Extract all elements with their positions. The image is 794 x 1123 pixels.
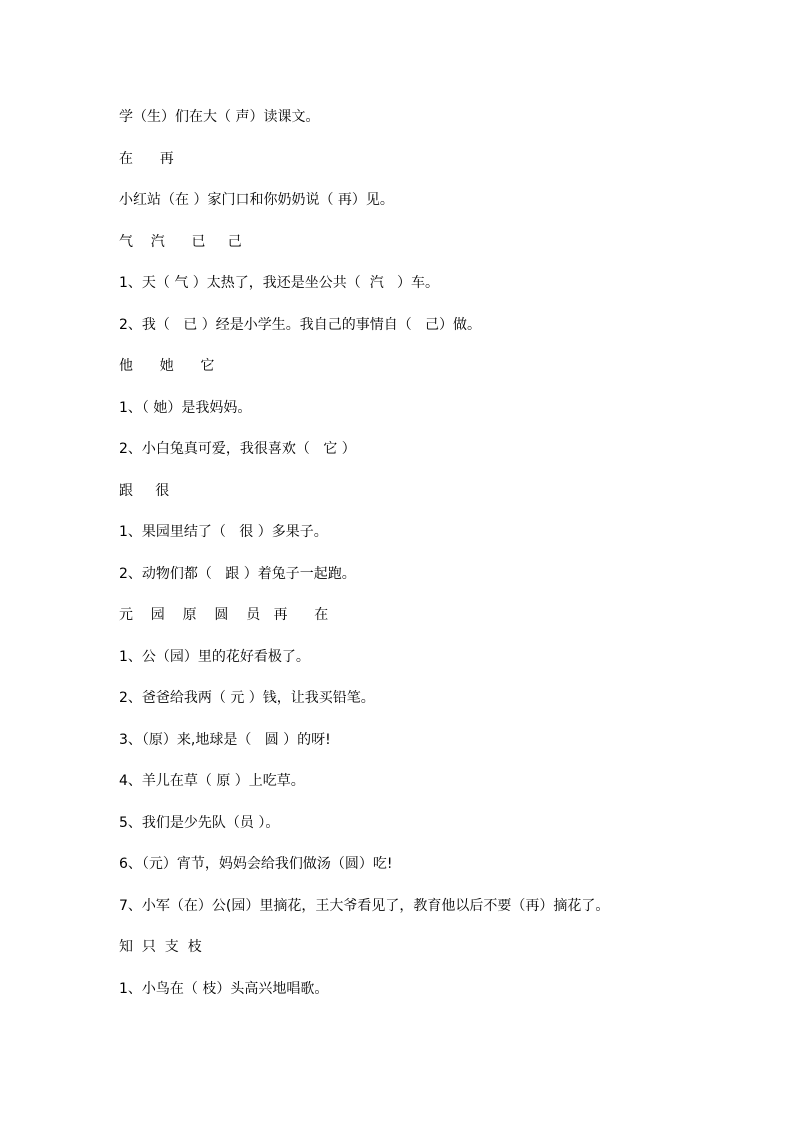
word-group-heading: 知 只 支 枝 [119, 939, 202, 955]
word-group-heading: 他 她 它 [119, 358, 215, 374]
word-group-heading: 元 园 原 圆 员 再 在 [119, 607, 329, 623]
word-group-heading: 跟 很 [119, 482, 170, 499]
word-group-heading: 在 再 [119, 150, 174, 167]
exercise-line: 2、我（ 已 ）经是小学生。我自己的事情自（ 己）做。 [119, 316, 482, 333]
exercise-line: 6、（元）宵节，妈妈会给我们做汤（圆）吃! [119, 856, 393, 872]
exercise-line: 小红站（在 ）家门口和你奶奶说（ 再）见。 [119, 192, 394, 208]
exercise-line: 1、果园里结了（ 很 ）多果子。 [119, 524, 328, 540]
exercise-line: 2、小白兔真可爱，我很喜欢（ 它 ） [119, 441, 356, 457]
exercise-line: 4、羊儿在草（ 原 ）上吃草。 [119, 773, 305, 789]
document-body [119, 105, 739, 1018]
exercise-line: 5、我们是少先队（员 ）。 [119, 814, 280, 831]
exercise-line: 2、动物们都（ 跟 ）着兔子一起跑。 [119, 565, 356, 582]
exercise-line: 学（生）们在大（ 声）读课文。 [119, 109, 320, 125]
exercise-line: 1、小鸟在（ 枝）头高兴地唱歌。 [119, 980, 329, 997]
word-group-heading: 气 汽 已 己 [119, 233, 242, 250]
exercise-line: 3、（原）来,地球是（ 圆 ）的呀! [119, 731, 331, 748]
exercise-line: 7、小军（在）公(园）里摘花，王大爷看见了，教育他以后不要（再）摘花了。 [119, 897, 610, 914]
exercise-line: 1、公（园）里的花好看极了。 [119, 648, 310, 665]
exercise-line: 1、（ 她）是我妈妈。 [119, 399, 252, 416]
exercise-line: 2、爸爸给我两（ 元 ）钱，让我买铅笔。 [119, 690, 375, 706]
exercise-line: 1、天（ 气 ）太热了，我还是坐公共（ 汽 ）车。 [119, 275, 440, 291]
